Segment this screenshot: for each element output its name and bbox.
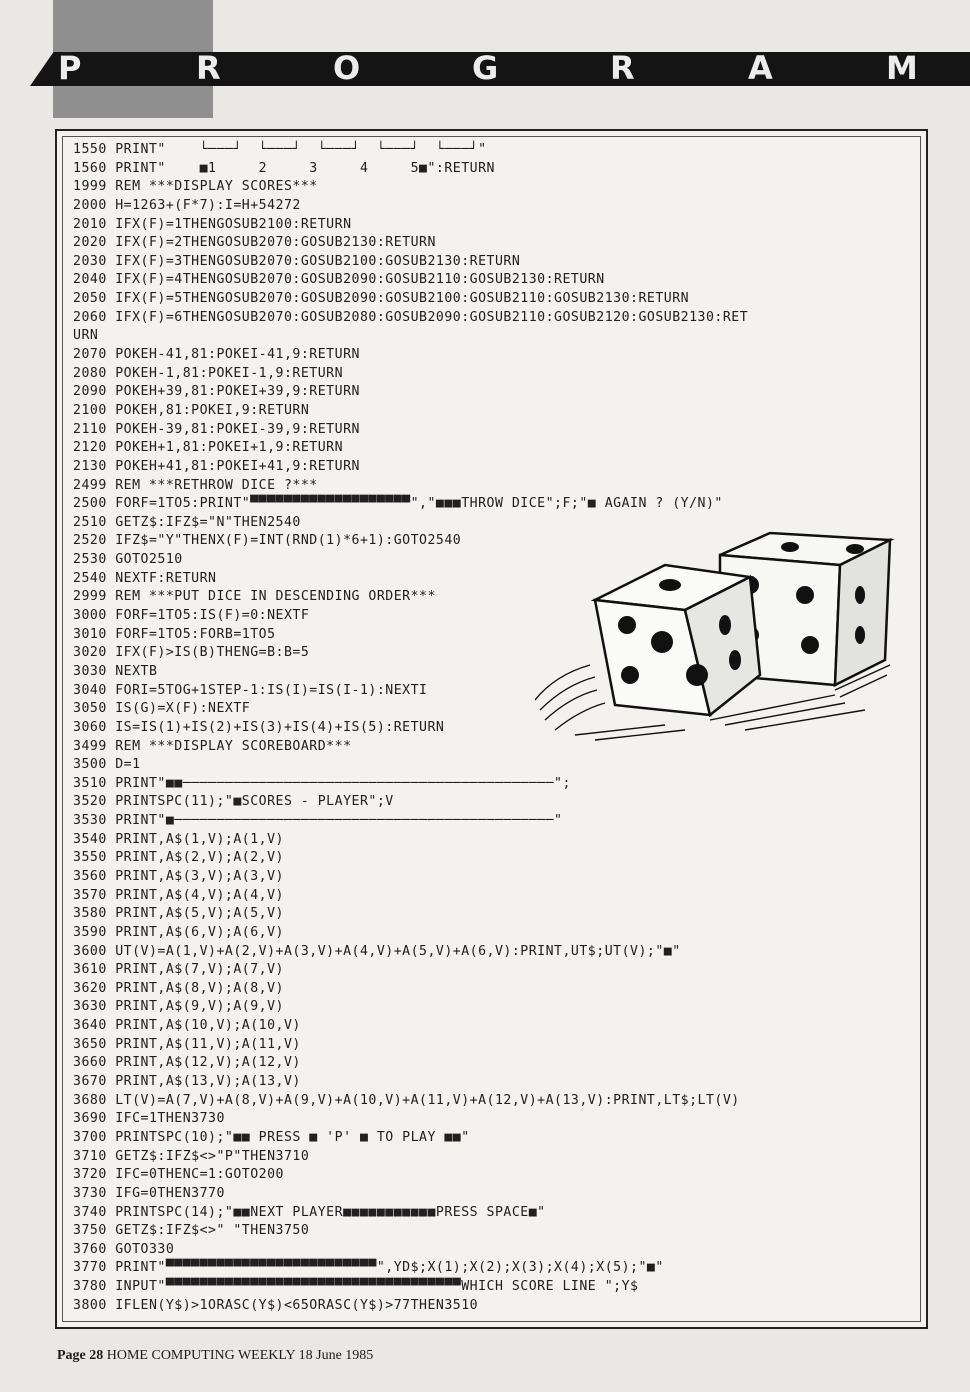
listing-line: 3730 IFG=0THEN3770 <box>73 1185 225 1201</box>
listing-line: 3020 IFX(F)>IS(B)THENG=B:B=5 <box>73 645 310 661</box>
listing-line: 3740 PRINTSPC(14);"■■NEXT PLAYER■■■■■■■■■■■PRESS SPACE■" <box>73 1204 546 1220</box>
listing-line: 3670 PRINT,A$(13,V);A(13,V) <box>73 1074 301 1090</box>
listing-line: 2050 IFX(F)=5THENGOSUB2070:GOSUB2090:GOSUB2100:GOSUB2110:GOSUB2130:RETURN <box>73 291 690 307</box>
listing-line: 3690 IFC=1THEN3730 <box>73 1111 225 1127</box>
listing-line: 3060 IS=IS(1)+IS(2)+IS(3)+IS(4)+IS(5):RETURN <box>73 719 445 735</box>
listing-line: 3650 PRINT,A$(11,V);A(11,V) <box>73 1036 301 1052</box>
front-die-icon <box>595 565 760 715</box>
listing-line: 2020 IFX(F)=2THENGOSUB2070:GOSUB2130:RETURN <box>73 235 436 251</box>
listing-line: 3630 PRINT,A$(9,V);A(9,V) <box>73 999 284 1015</box>
listing-line: 3760 GOTO330 <box>73 1241 175 1257</box>
listing-line: 2499 REM ***RETHROW DICE ?*** <box>73 477 318 493</box>
listing-line: 3050 IS(G)=X(F):NEXTF <box>73 701 251 717</box>
listing-line: 3560 PRINT,A$(3,V);A(3,V) <box>73 868 284 884</box>
listing-line: 3800 IFLEN(Y$)>1ORASC(Y$)<65ORASC(Y$)>77THEN3510 <box>73 1297 479 1313</box>
listing-line: 3610 PRINT,A$(7,V);A(7,V) <box>73 962 284 978</box>
banner-letter: O <box>333 49 361 87</box>
listing-line: 3770 PRINT"▀▀▀▀▀▀▀▀▀▀▀▀▀▀▀▀▀▀▀▀▀▀▀▀▀",YD$;X(1);X(2);X(3);X(4);X(5);"■" <box>73 1260 664 1276</box>
publication-line: HOME COMPUTING WEEKLY 18 June 1985 <box>106 1348 374 1363</box>
listing-line: 3530 PRINT"■─────────────────────────────────────────────" <box>73 813 563 829</box>
page-footer <box>57 1348 373 1364</box>
listing-line: 3750 GETZ$:IFZ$<>" "THEN3750 <box>73 1223 310 1239</box>
banner-letter: R <box>196 49 221 87</box>
listing-line: 2130 POKEH+41,81:POKEI+41,9:RETURN <box>73 458 360 474</box>
listing-line: 2060 IFX(F)=6THENGOSUB2070:GOSUB2080:GOSUB2090:GOSUB2110:GOSUB2120:GOSUB2130:RET <box>73 309 749 325</box>
listing-line: 2030 IFX(F)=3THENGOSUB2070:GOSUB2100:GOSUB2130:RETURN <box>73 253 521 269</box>
listing-line: 3710 GETZ$:IFZ$<>"P"THEN3710 <box>73 1148 310 1164</box>
listing-line: 3499 REM ***DISPLAY SCOREBOARD*** <box>73 738 352 754</box>
listing-line: 3550 PRINT,A$(2,V);A(2,V) <box>73 850 284 866</box>
listing-line: 2500 FORF=1TO5:PRINT"▀▀▀▀▀▀▀▀▀▀▀▀▀▀▀▀▀▀▀","■■■THROW DICE";F;"■ AGAIN ? (Y/N)" <box>73 496 723 512</box>
listing-line: 2100 POKEH,81:POKEI,9:RETURN <box>73 402 310 418</box>
listing-line: 2999 REM ***PUT DICE IN DESCENDING ORDER*** <box>73 589 436 605</box>
listing-line: 3720 IFC=0THENC=1:GOTO200 <box>73 1167 284 1183</box>
listing-line: 3540 PRINT,A$(1,V);A(1,V) <box>73 831 284 847</box>
banner-letter: A <box>748 49 773 87</box>
listing-line: 3640 PRINT,A$(10,V);A(10,V) <box>73 1018 301 1034</box>
listing-line: 3620 PRINT,A$(8,V);A(8,V) <box>73 980 284 996</box>
listing-line: 3500 D=1 <box>73 757 141 773</box>
banner-letter: G <box>472 49 499 87</box>
banner-letter: M <box>886 49 918 87</box>
listing-line: 3700 PRINTSPC(10);"■■ PRESS ■ 'P' ■ TO PLAY ■■" <box>73 1129 470 1145</box>
listing-line: 2010 IFX(F)=1THENGOSUB2100:RETURN <box>73 216 352 232</box>
listing-line: 1550 PRINT" └───┘ └───┘ └───┘ └───┘ └───┘" <box>73 142 487 157</box>
listing-line: 3010 FORF=1TO5:FORB=1TO5 <box>73 626 276 642</box>
page-number: Page 28 <box>57 1348 104 1363</box>
listing-line: 2520 IFZ$="Y"THENX(F)=INT(RND(1)*6+1):GOTO2540 <box>73 533 462 549</box>
listing-line: 2080 POKEH-1,81:POKEI-1,9:RETURN <box>73 365 344 381</box>
listing-line: 2090 POKEH+39,81:POKEI+39,9:RETURN <box>73 384 360 400</box>
listing-line: 1999 REM ***DISPLAY SCORES*** <box>73 179 318 195</box>
listing-line: 3570 PRINT,A$(4,V);A(4,V) <box>73 887 284 903</box>
listing-line: URN <box>73 328 99 344</box>
listing-line: 3040 FORI=5TOG+1STEP-1:IS(I)=IS(I-1):NEXTI <box>73 682 428 698</box>
listing-line: 3780 INPUT"▀▀▀▀▀▀▀▀▀▀▀▀▀▀▀▀▀▀▀▀▀▀▀▀▀▀▀▀▀▀▀▀▀▀▀WHICH SCORE LINE ";Y$ <box>73 1279 639 1295</box>
listing-line: 2070 POKEH-41,81:POKEI-41,9:RETURN <box>73 347 360 363</box>
listing-line: 2530 GOTO2510 <box>73 552 183 568</box>
listing-line: 2040 IFX(F)=4THENGOSUB2070:GOSUB2090:GOSUB2110:GOSUB2130:RETURN <box>73 272 605 288</box>
banner-letter: R <box>610 49 635 87</box>
listing-line: 3030 NEXTB <box>73 663 158 679</box>
program-banner <box>30 49 970 87</box>
listing-line: 3590 PRINT,A$(6,V);A(6,V) <box>73 924 284 940</box>
listing-line: 3660 PRINT,A$(12,V);A(12,V) <box>73 1055 301 1071</box>
listing-line: 2540 NEXTF:RETURN <box>73 570 217 586</box>
listing-line: 2110 POKEH-39,81:POKEI-39,9:RETURN <box>73 421 360 437</box>
listing-line: 2000 H=1263+(F*7):I=H+54272 <box>73 197 301 213</box>
listing-line: 3000 FORF=1TO5:IS(F)=0:NEXTF <box>73 608 310 624</box>
listing-line: 3580 PRINT,A$(5,V);A(5,V) <box>73 906 284 922</box>
listing-line: 1560 PRINT" ■1 2 3 4 5■":RETURN <box>73 160 495 176</box>
banner-letter: P <box>58 49 82 87</box>
listing-line: 3510 PRINT"■■────────────────────────────────────────────"; <box>73 775 571 791</box>
listing-line: 2120 POKEH+1,81:POKEI+1,9:RETURN <box>73 440 344 456</box>
dice-illustration <box>535 525 895 745</box>
listing-line: 3600 UT(V)=A(1,V)+A(2,V)+A(3,V)+A(4,V)+A(5,V)+A(6,V):PRINT,UT$;UT(V);"■" <box>73 943 681 959</box>
listing-line: 3680 LT(V)=A(7,V)+A(8,V)+A(9,V)+A(10,V)+A(11,V)+A(12,V)+A(13,V):PRINT,LT$;LT(V) <box>73 1092 740 1108</box>
listing-line: 2510 GETZ$:IFZ$="N"THEN2540 <box>73 514 301 530</box>
listing-line: 3520 PRINTSPC(11);"■SCORES - PLAYER";V <box>73 794 394 810</box>
